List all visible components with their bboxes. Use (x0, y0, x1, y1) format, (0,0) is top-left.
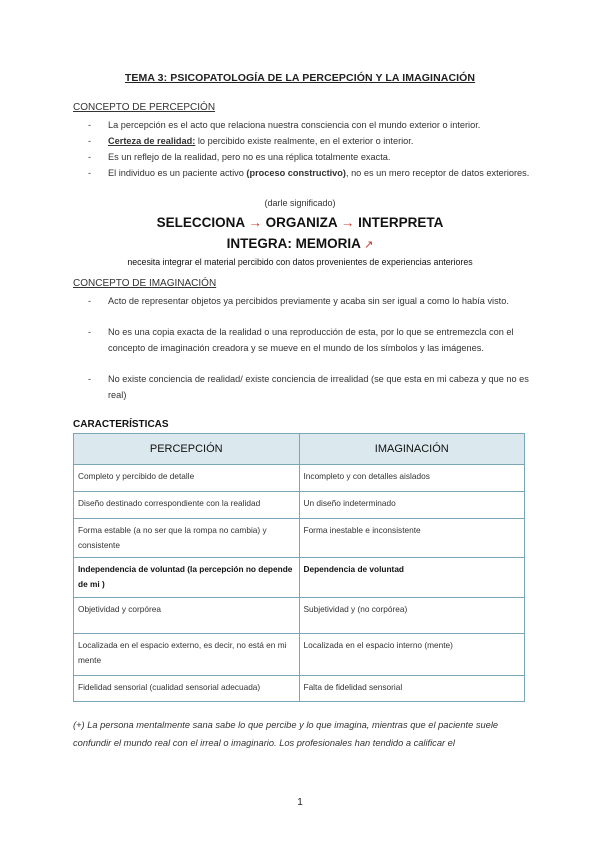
arrow-right-icon: → (248, 215, 262, 230)
perception-bullet-2: lo percibido existe realmente, en el exterior o interior. (195, 136, 414, 146)
table-row (74, 598, 525, 634)
table-cell: Un diseño indeterminado (299, 492, 525, 519)
table-cell: Diseño destinado correspondiente con la realidad (74, 492, 300, 519)
table-row (74, 634, 525, 676)
document-page: TEMA 3: PSICOPATOLOGÍA DE LA PERCEPCIÓN Y LA IMAGINACIÓN CONCEPTO DE PERCEPCIÓN - La percepción es el acto que relaciona nuestra consciencia con el mundo exterior o interior. - Certeza de realidad: lo percibido existe realmente, en el exterior o interior. - Es un reflejo de la realidad, pero no es una réplica totalmente exacta. - El individuo es un paciente activo (proceso constructivo), no es un mero receptor de datos exteriores. (darle significado) SELECCIONA → ORGANIZA → INTERPRETA INTEGRA: MEMORIA ↗ necesita integrar el material percibido con datos provenientes de experiencias anteriores CONCEPTO DE IMAGINACIÓN - Acto de representar objetos ya percibidos previamente y acaba sin ser igual a como lo había visto. - No es una copia exacta de la realidad o una reproducción de esta, por lo que se entremezcla con el concepto de imaginación creadora y se mueve en el mundo de los símbolos y las imágenes. - No existe conciencia de realidad/ existe conciencia de irrealidad (se que esta en mi cabeza y que no es real) CARACTERÍSTICAS PERCEPCIÓN IMAGINACIÓN Completo y percibido de detalle Incompleto y con detalles aislados Diseño destinado correspondiente con la realidad Un diseño indeterminado Forma estable (a no ser que la rompa no cambia) y consistente Forma inestable e inconsistente Independencia de voluntad (la percepción no depende de mi ) Dependencia de voluntad Objetividad y corpórea Subjetividad y (no corpórea) Localizada en el espacio externo, es decir, no está en mi mente Localizada en el espacio interno (mente) Fidelidad sensorial (cualidad sensorial adecuada) Falta de fidelidad sensorial (+) La persona mentalmente sana sabe lo que percibe y lo que imagina, mientras que el paciente suele confundir el mundo real con el irreal o imaginario. Los profesionales han tendido a calificar el 1 (0, 0, 600, 848)
table-cell: Fidelidad sensorial (cualidad sensorial adecuada) (74, 676, 300, 702)
table-row (74, 519, 525, 558)
arrow-up-right-icon: ↗ (364, 239, 374, 251)
table-row (74, 558, 525, 598)
perception-heading: CONCEPTO DE PERCEPCIÓN (73, 102, 216, 113)
imagination-bullet-1: Acto de representar objetos ya percibidos previamente y acaba sin ser igual a como lo había visto. (108, 296, 509, 306)
footnote-paragraph: (+) La persona mentalmente sana sabe lo que percibe y lo que imagina, mientras que el paciente suele confundir el mundo real con el irreal o imaginario. Los profesionales han tendido a calificar el (73, 720, 499, 748)
table-cell: Incompleto y con detalles aislados (299, 465, 525, 492)
integration-note: necesita integrar el material percibido con datos provenientes de experiencias anteriores (127, 257, 473, 267)
comparison-table (73, 433, 525, 702)
perception-bullet-3: Es un reflejo de la realidad, pero no es una réplica totalmente exacta. (108, 152, 391, 162)
column-header-imaginacion: IMAGINACIÓN (299, 434, 525, 465)
imagination-bullet-2: No es una copia exacta de la realidad o una reproducción de esta, por lo que se entremezcla con el concepto de imaginación creadora y se mueve en el mundo de los símbolos y las imágenes. (108, 327, 514, 353)
table-row (74, 676, 525, 702)
table-cell: Completo y percibido de detalle (74, 465, 300, 492)
flow-step-integra: INTEGRA: MEMORIA (226, 236, 361, 251)
flow-step-interpreta: INTERPRETA (358, 215, 444, 230)
table-cell: Localizada en el espacio interno (mente) (299, 634, 525, 676)
table-row (74, 492, 525, 519)
document-title: TEMA 3: PSICOPATOLOGÍA DE LA PERCEPCIÓN Y LA IMAGINACIÓN (124, 72, 476, 84)
table-cell: Objetividad y corpórea (74, 598, 300, 634)
table-cell: Forma estable (a no ser que la rompa no cambia) y consistente (74, 519, 300, 558)
table-cell: Forma inestable e inconsistente (299, 519, 525, 558)
page-number: 1 (297, 797, 303, 808)
column-header-percepcion: PERCEPCIÓN (74, 434, 300, 465)
perception-bullet-1: La percepción es el acto que relaciona nuestra consciencia con el mundo exterior o interior. (108, 120, 481, 130)
table-header-row (74, 434, 525, 465)
flow-step-selecciona: SELECCIONA (156, 215, 245, 230)
certeza-term: Certeza de realidad: (108, 136, 196, 146)
table-cell: Independencia de voluntad (la percepción no depende de mi ) (74, 558, 300, 598)
table-cell: Subjetividad y (no corpórea) (299, 598, 525, 634)
significado-note: (darle significado) (264, 198, 336, 208)
table-cell: Localizada en el espacio externo, es decir, no está en mi mente (74, 634, 300, 676)
integra-memoria-line (0, 236, 600, 251)
table-row (74, 465, 525, 492)
arrow-right-icon: → (340, 215, 355, 230)
table-cell: Falta de fidelidad sensorial (299, 676, 525, 702)
caracteristicas-heading: CARACTERÍSTICAS (73, 419, 169, 430)
proceso-constructivo: (proceso constructivo) (246, 168, 346, 178)
imagination-heading: CONCEPTO DE IMAGINACIÓN (73, 278, 217, 289)
table-cell: Dependencia de voluntad (299, 558, 525, 598)
flow-step-organiza: ORGANIZA (265, 215, 338, 230)
imagination-bullet-3: No existe conciencia de realidad/ existe conciencia de irrealidad (se que esta en mi cabeza y que no es real) (108, 374, 529, 400)
process-flow (0, 215, 600, 230)
